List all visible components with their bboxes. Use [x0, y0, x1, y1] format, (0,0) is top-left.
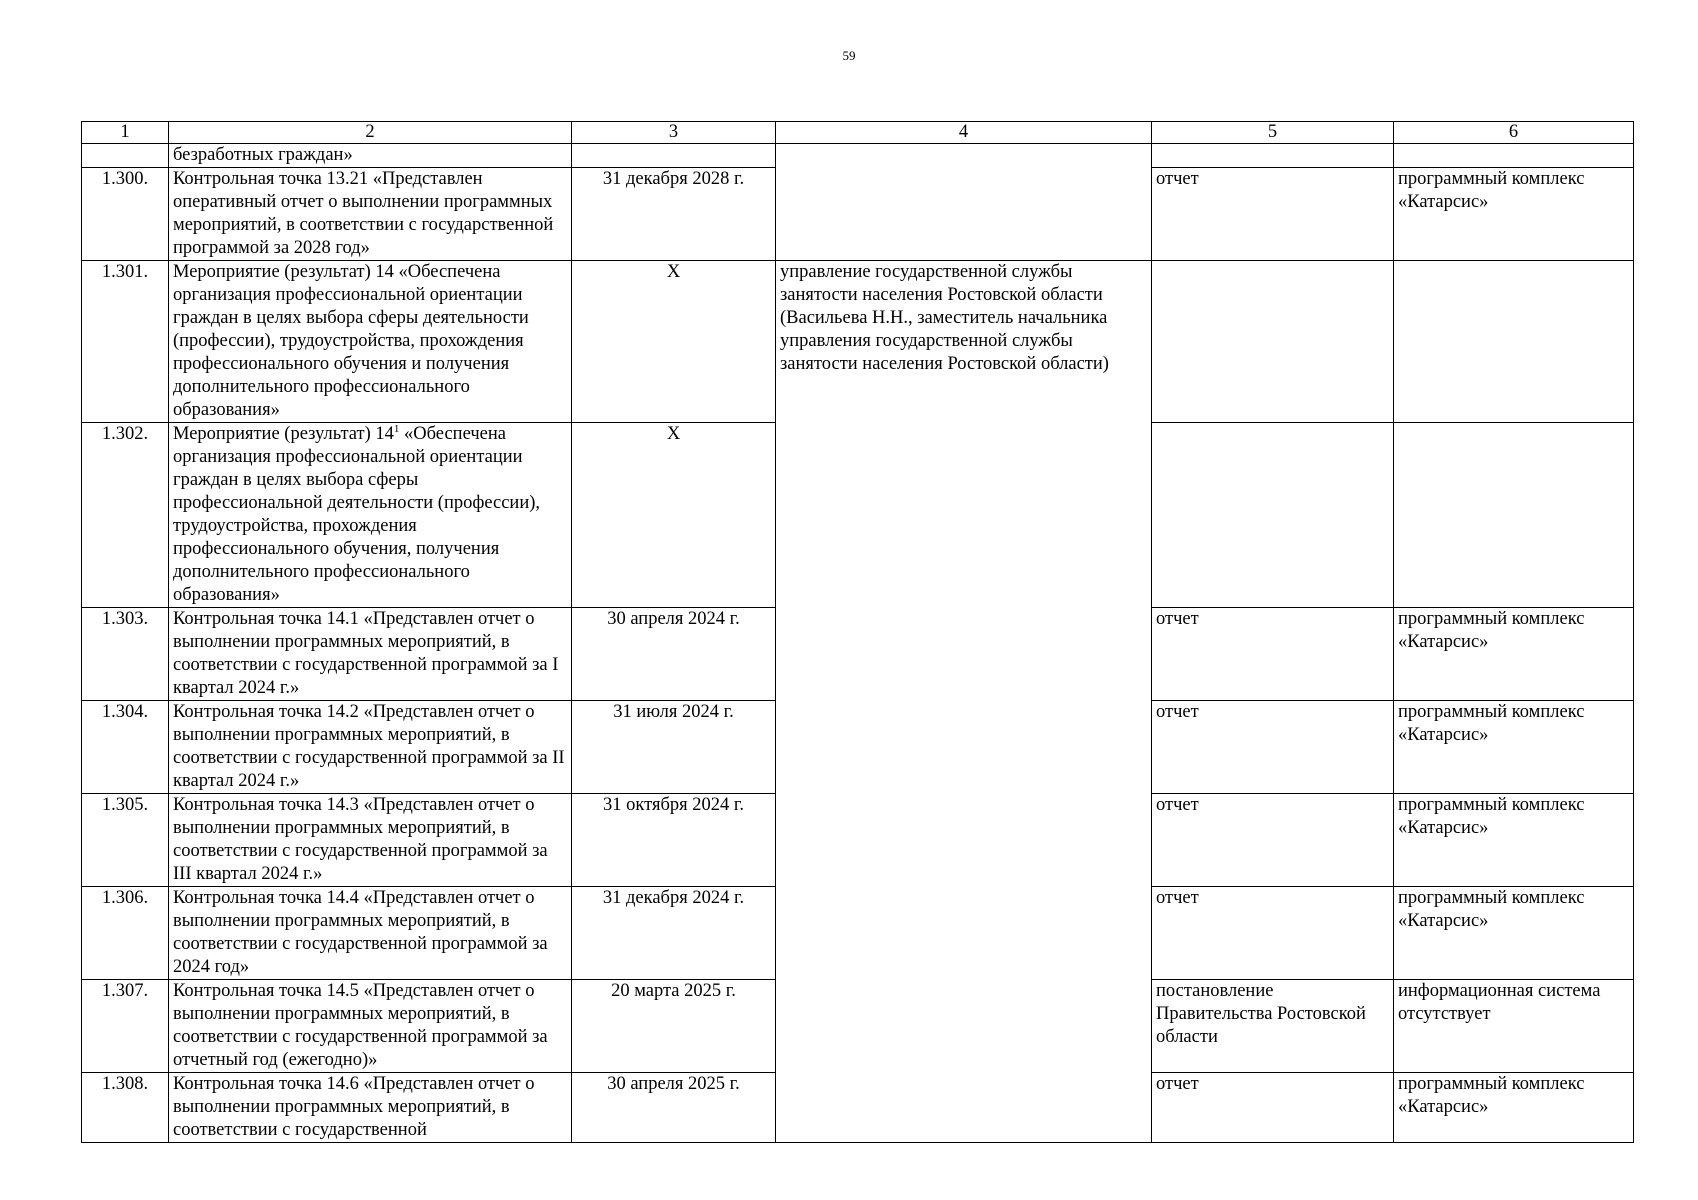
column-header: 4 — [776, 122, 1152, 144]
row-text-cell: безработных граждан» — [169, 144, 572, 168]
row-document-cell: отчет — [1152, 608, 1394, 701]
row-date-cell: 31 июля 2024 г. — [572, 701, 776, 794]
row-system-cell: программный комплекс «Катарсис» — [1394, 794, 1634, 887]
plan-table — [81, 121, 1634, 1143]
row-text-part: «Обеспечена организация профессиональной ориентации граждан в целях выбора сферы профессиональной деятельности (профессии), трудоустройства, прохождения профессионального обучения, получения дополнительного профессионального образования» — [173, 424, 541, 605]
page-number: 59 — [842, 48, 856, 63]
row-text-cell: Контрольная точка 14.4 «Представлен отчет о выполнении программных мероприятий, в соответствии с государственной программой за 2024 год» — [169, 887, 572, 980]
row-document-cell — [1152, 261, 1394, 423]
responsible-cell: управление государственной службы занятости населения Ростовской области (Васильева Н.Н., заместитель начальника управления государственной службы занятости населения Ростовской области) — [776, 261, 1152, 1143]
row-system-cell: программный комплекс «Катарсис» — [1394, 1073, 1634, 1143]
row-text-cell: Контрольная точка 14.6 «Представлен отчет о выполнении программных мероприятий, в соответствии с государственной — [169, 1073, 572, 1143]
superscript-index: 1 — [393, 422, 400, 435]
column-header: 3 — [572, 122, 776, 144]
row-text-cell: Мероприятие (результат) 14 «Обеспечена организация профессиональной ориентации граждан в целях выбора сферы деятельности (профессии), трудоустройства, прохождения профессионального обучения и получения дополнительного профессионального образования» — [169, 261, 572, 423]
row-document-cell: постановление Правительства Ростовской области — [1152, 980, 1394, 1073]
row-document-cell: отчет — [1152, 701, 1394, 794]
row-number-cell: 1.308. — [82, 1073, 169, 1143]
table-row-continuation — [82, 144, 1634, 168]
row-system-cell: программный комплекс «Катарсис» — [1394, 887, 1634, 980]
row-document-cell: отчет — [1152, 1073, 1394, 1143]
row-date-cell: 31 декабря 2028 г. — [572, 168, 776, 261]
row-number-cell: 1.305. — [82, 794, 169, 887]
row-document-cell: отчет — [1152, 887, 1394, 980]
row-document-cell — [1152, 144, 1394, 168]
row-number-cell: 1.302. — [82, 423, 169, 608]
row-number-cell: 1.300. — [82, 168, 169, 261]
row-document-cell: отчет — [1152, 794, 1394, 887]
row-text-cell: Контрольная точка 14.5 «Представлен отчет о выполнении программных мероприятий, в соответствии с государственной программой за отчетный год (ежегодно)» — [169, 980, 572, 1073]
row-date-cell: 31 декабря 2024 г. — [572, 887, 776, 980]
row-date-cell: 30 апреля 2024 г. — [572, 608, 776, 701]
responsible-cell-top — [776, 144, 1152, 261]
row-text-cell: Контрольная точка 14.3 «Представлен отчет о выполнении программных мероприятий, в соответствии с государственной программой за III квартал 2024 г.» — [169, 794, 572, 887]
row-date-cell: Х — [572, 261, 776, 423]
row-text-cell — [169, 423, 572, 608]
row-number-cell: 1.303. — [82, 608, 169, 701]
row-number-cell: 1.301. — [82, 261, 169, 423]
column-header: 2 — [169, 122, 572, 144]
row-date-cell: 20 марта 2025 г. — [572, 980, 776, 1073]
column-header: 5 — [1152, 122, 1394, 144]
row-system-cell — [1394, 261, 1634, 423]
row-system-cell: программный комплекс «Катарсис» — [1394, 701, 1634, 794]
row-date-cell: Х — [572, 423, 776, 608]
row-system-cell — [1394, 144, 1634, 168]
row-date-cell: 31 октября 2024 г. — [572, 794, 776, 887]
column-number-row — [82, 122, 1634, 144]
row-system-cell — [1394, 423, 1634, 608]
row-number-cell: 1.307. — [82, 980, 169, 1073]
row-system-cell: программный комплекс «Катарсис» — [1394, 168, 1634, 261]
row-number-cell — [82, 144, 169, 168]
row-date-cell — [572, 144, 776, 168]
column-header: 1 — [82, 122, 169, 144]
column-header: 6 — [1394, 122, 1634, 144]
table-row — [82, 261, 1634, 423]
row-text-cell: Контрольная точка 14.1 «Представлен отчет о выполнении программных мероприятий, в соответствии с государственной программой за I квартал 2024 г.» — [169, 608, 572, 701]
row-system-cell: информационная система отсутствует — [1394, 980, 1634, 1073]
row-number-cell: 1.304. — [82, 701, 169, 794]
row-number-cell: 1.306. — [82, 887, 169, 980]
row-text-cell: Контрольная точка 14.2 «Представлен отчет о выполнении программных мероприятий, в соответствии с государственной программой за II квартал 2024 г.» — [169, 701, 572, 794]
row-date-cell: 30 апреля 2025 г. — [572, 1073, 776, 1143]
row-text-cell: Контрольная точка 13.21 «Представлен оперативный отчет о выполнении программных мероприятий, в соответствии с государственной программой за 2028 год» — [169, 168, 572, 261]
row-document-cell: отчет — [1152, 168, 1394, 261]
row-text-part: Мероприятие (результат) 14 — [173, 424, 394, 444]
row-system-cell: программный комплекс «Катарсис» — [1394, 608, 1634, 701]
row-document-cell — [1152, 423, 1394, 608]
